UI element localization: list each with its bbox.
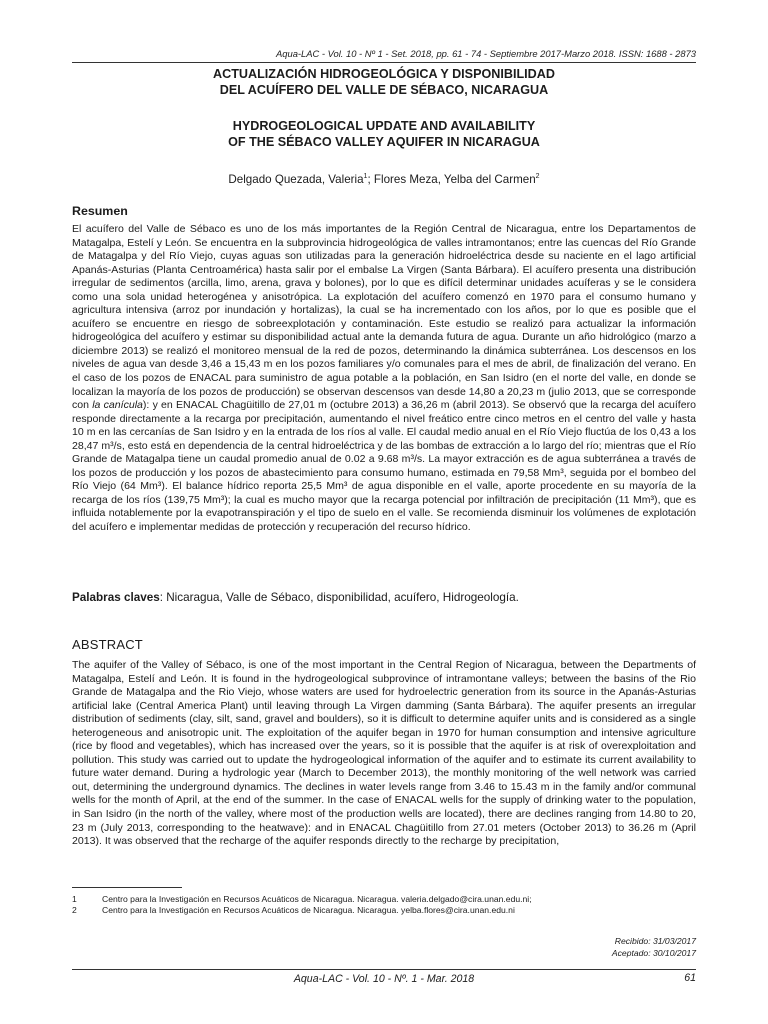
english-title-line-1: HYDROGEOLOGICAL UPDATE AND AVAILABILITY <box>232 119 536 133</box>
author-1-affiliation-mark: 1 <box>363 173 368 181</box>
footnote-1-text: Centro para la Investigación en Recursos Acuáticos de Nicaragua. Nicaragua. valeria.delgado@cira.unan.edu.ni; <box>102 894 532 904</box>
submission-dates <box>612 936 696 959</box>
resumen-text-part-1: El acuífero del Valle de Sébaco es uno de los más importantes de la Región Central de Nicaragua, entre los Departamentos de Matagalpa, Estelí y León. Se encuentra en la subprovincia hidrogeológica de valles intramontanos; entre las cuencas del Río Grande de Matagalpa y del Río Viejo, cuyas aguas son utilizadas para la generación hidroeléctrica desde su naciente en el lago artificial Apanás-Asturias (Planta Centroamérica) hasta salir por el embalse La Virgen (Santa Bárbara). El acuífero presenta una distribución irregular de sedimentos (arcilla, limo, arena, grava y bolones), por lo que es difícil determinar unidades acuíferas y se le considera como una sola unidad heterogénea y anisotrópica. La explotación del acuífero comenzó en 1970 para el consumo humano y agricultura intensiva (arroz por inundación y hortalizas), la cual se ha incrementado con los años, por lo que es posible que el acuífero se encuentre en riesgo de sobreexplotación y contaminación. Este estudio se realizó para actualizar la información hidrogeológica del acuífero y estimar su disponibilidad actual ante la demanda futura de agua. Durante un año hidrológico (marzo a diciembre 2013) se realizó el monitoreo mensual de la red de pozos, determinando la dinámica subterránea. Los descensos en los niveles de agua van desde 3,46 a 15,43 m en los pozos familiares y/o comunales para el mes de abril, de finalización del verano. En el caso de los pozos de ENACAL para suministro de agua potable a la población, en San Isidro (en el norte del valle, en donde se localizan la mayoría de los pozos de producción) se observan descensos van desde 14,80 a 20,23 m (julio 2013, que se corresponde con <box>72 223 696 412</box>
spanish-title-line-1: ACTUALIZACIÓN HIDROGEOLÓGICA Y DISPONIBILIDAD <box>213 67 555 81</box>
accepted-date: Aceptado: 30/10/2017 <box>611 947 696 958</box>
footnote-2-text: Centro para la Investigación en Recursos Acuáticos de Nicaragua. Nicaragua. yelba.flores@cira.unan.edu.ni <box>102 905 515 916</box>
footnote-divider <box>72 887 182 888</box>
footer-divider <box>72 969 696 970</box>
spanish-title <box>72 66 696 98</box>
footnotes <box>72 894 696 917</box>
header-divider <box>72 62 696 63</box>
author-separator: ; <box>367 173 374 186</box>
author-1: Delgado Quezada, Valeria <box>228 173 364 186</box>
footnote-2 <box>72 905 696 916</box>
title-block <box>72 66 696 186</box>
footnote-1-number: 1 <box>72 894 77 904</box>
author-2-affiliation-mark: 2 <box>535 173 540 181</box>
resumen-body <box>72 223 696 535</box>
abstract-body: The aquifer of the Valley of Sébaco, is one of the most important in the Central Region of Nicaragua, between the Departments of Matagalpa, Estelí and León. It is found in the hydrogeological subprovince of intramontane valleys; between the basins of the Rio Grande de Matagalpa and the Rio Viejo, whose waters are used for hydroelectric generation from its source in the Apanás-Asturias artificial lake (Central America Plant) until leaving through La Virgen damming (Santa Bárbara). The aquifer presents an irregular distribution of sediments (clay, silt, sand, gravel and boulders), so it is difficult to determine aquifer units and is considered as a single heterogeneous and anisotropic unit. The exploitation of the aquifer began in 1970 for human consumption and intensive agriculture (rice by flood and vegetables), which has increased over the years, so it is possible that the aquifer is at risk of overexploitation and pollution. This study was carried out to update the hydrogeological information of the aquifer and to estimate its current availability to future water demand. During a hydrologic year (March to December 2013), the monthly monitoring of the well network was carried out, determining the underground dynamics. The declines in water levels range from 3.46 to 15.43 m in the family and/or communal wells for the month of April, at the end of the summer. In the case of ENACAL wells for the supply of drinking water to the population, in San Isidro (in the north of the valley, where most of the production wells are located), there are declines ranging from 14.80 to 20, 23 m (July 2013, corresponding to the heatwave): and in ENACAL Chagüitillo from 27.01 meters (October 2013) to 36.26 m (April 2013). It was observed that the recharge of the aquifer responds directly to the recharge by precipitation, <box>72 659 696 848</box>
footnote-2-number: 2 <box>72 905 77 916</box>
spanish-title-line-2: DEL ACUÍFERO DEL VALLE DE SÉBACO, NICARAGUA <box>219 83 549 97</box>
page-number: 61 <box>684 972 696 984</box>
resumen-heading: Resumen <box>72 204 128 218</box>
resumen-text-part-2: ): y en ENACAL Chagüitillo de 27,01 m (octubre 2013) a 36,26 m (abril 2013). Se observó que la recarga del acuífero responde directamente a la recarga por precipitación, aumentando el nivel freático entre cinco metros en el centro del valle y hasta 10 m en las cercanías de San Isidro y en la entrada de los ríos al valle. El caudal medio anual en el Río Viejo fluctúa de los 0,43 a los 28,47 m³/s, esto está en dependencia de la central hidroeléctrica y de las bombas de extracción a lo largo del río; mientras que el Río Grande de Matagalpa tiene un caudal promedio anual de 0.02 a 9.68 m³/s. La mayor extracción es de agua subterránea a través de los pozos de producción y los pozos de abastecimiento para consumo humano, estimada en 79,58 Mm³, seguida por el bombeo del Río Viejo (64 Mm³). El balance hídrico reporta 25,5 Mm³ de agua disponible en el valle, aporte procedente en su mayoría de la recarga de los ríos (139,75 Mm³); la cual es mucho mayor que la recarga potencial por infiltración de precipitación (11 Mm³), que es influida notablemente por la evapotranspiración y el tipo de suelo en el valle. Se recomienda disminuir los volúmenes de explotación del acuífero e implementar medidas de protección y recuperación del recurso hídrico. <box>72 399 696 534</box>
abstract-heading: ABSTRACT <box>72 637 143 652</box>
received-date: Recibido: 31/03/2017 <box>614 936 696 946</box>
running-header: Aqua-LAC - Vol. 10 - Nº 1 - Set. 2018, pp. 61 - 74 - Septiembre 2017-Marzo 2018. ISSN: 1688 - 2873 <box>276 48 696 59</box>
keywords-text: : Nicaragua, Valle de Sébaco, disponibilidad, acuífero, Hidrogeología. <box>159 591 519 604</box>
english-title <box>72 118 696 150</box>
footnote-1 <box>72 894 696 905</box>
author-2: Flores Meza, Yelba del Carmen <box>373 173 536 186</box>
english-title-line-2: OF THE SÉBACO VALLEY AQUIFER IN NICARAGUA <box>228 135 540 149</box>
keywords-label: Palabras claves <box>72 591 160 604</box>
keywords-line <box>72 591 696 605</box>
resumen-italic-term: la canícula <box>92 399 143 412</box>
author-list <box>72 173 696 186</box>
running-footer: Aqua-LAC - Vol. 10 - Nº. 1 - Mar. 2018 <box>293 973 475 985</box>
